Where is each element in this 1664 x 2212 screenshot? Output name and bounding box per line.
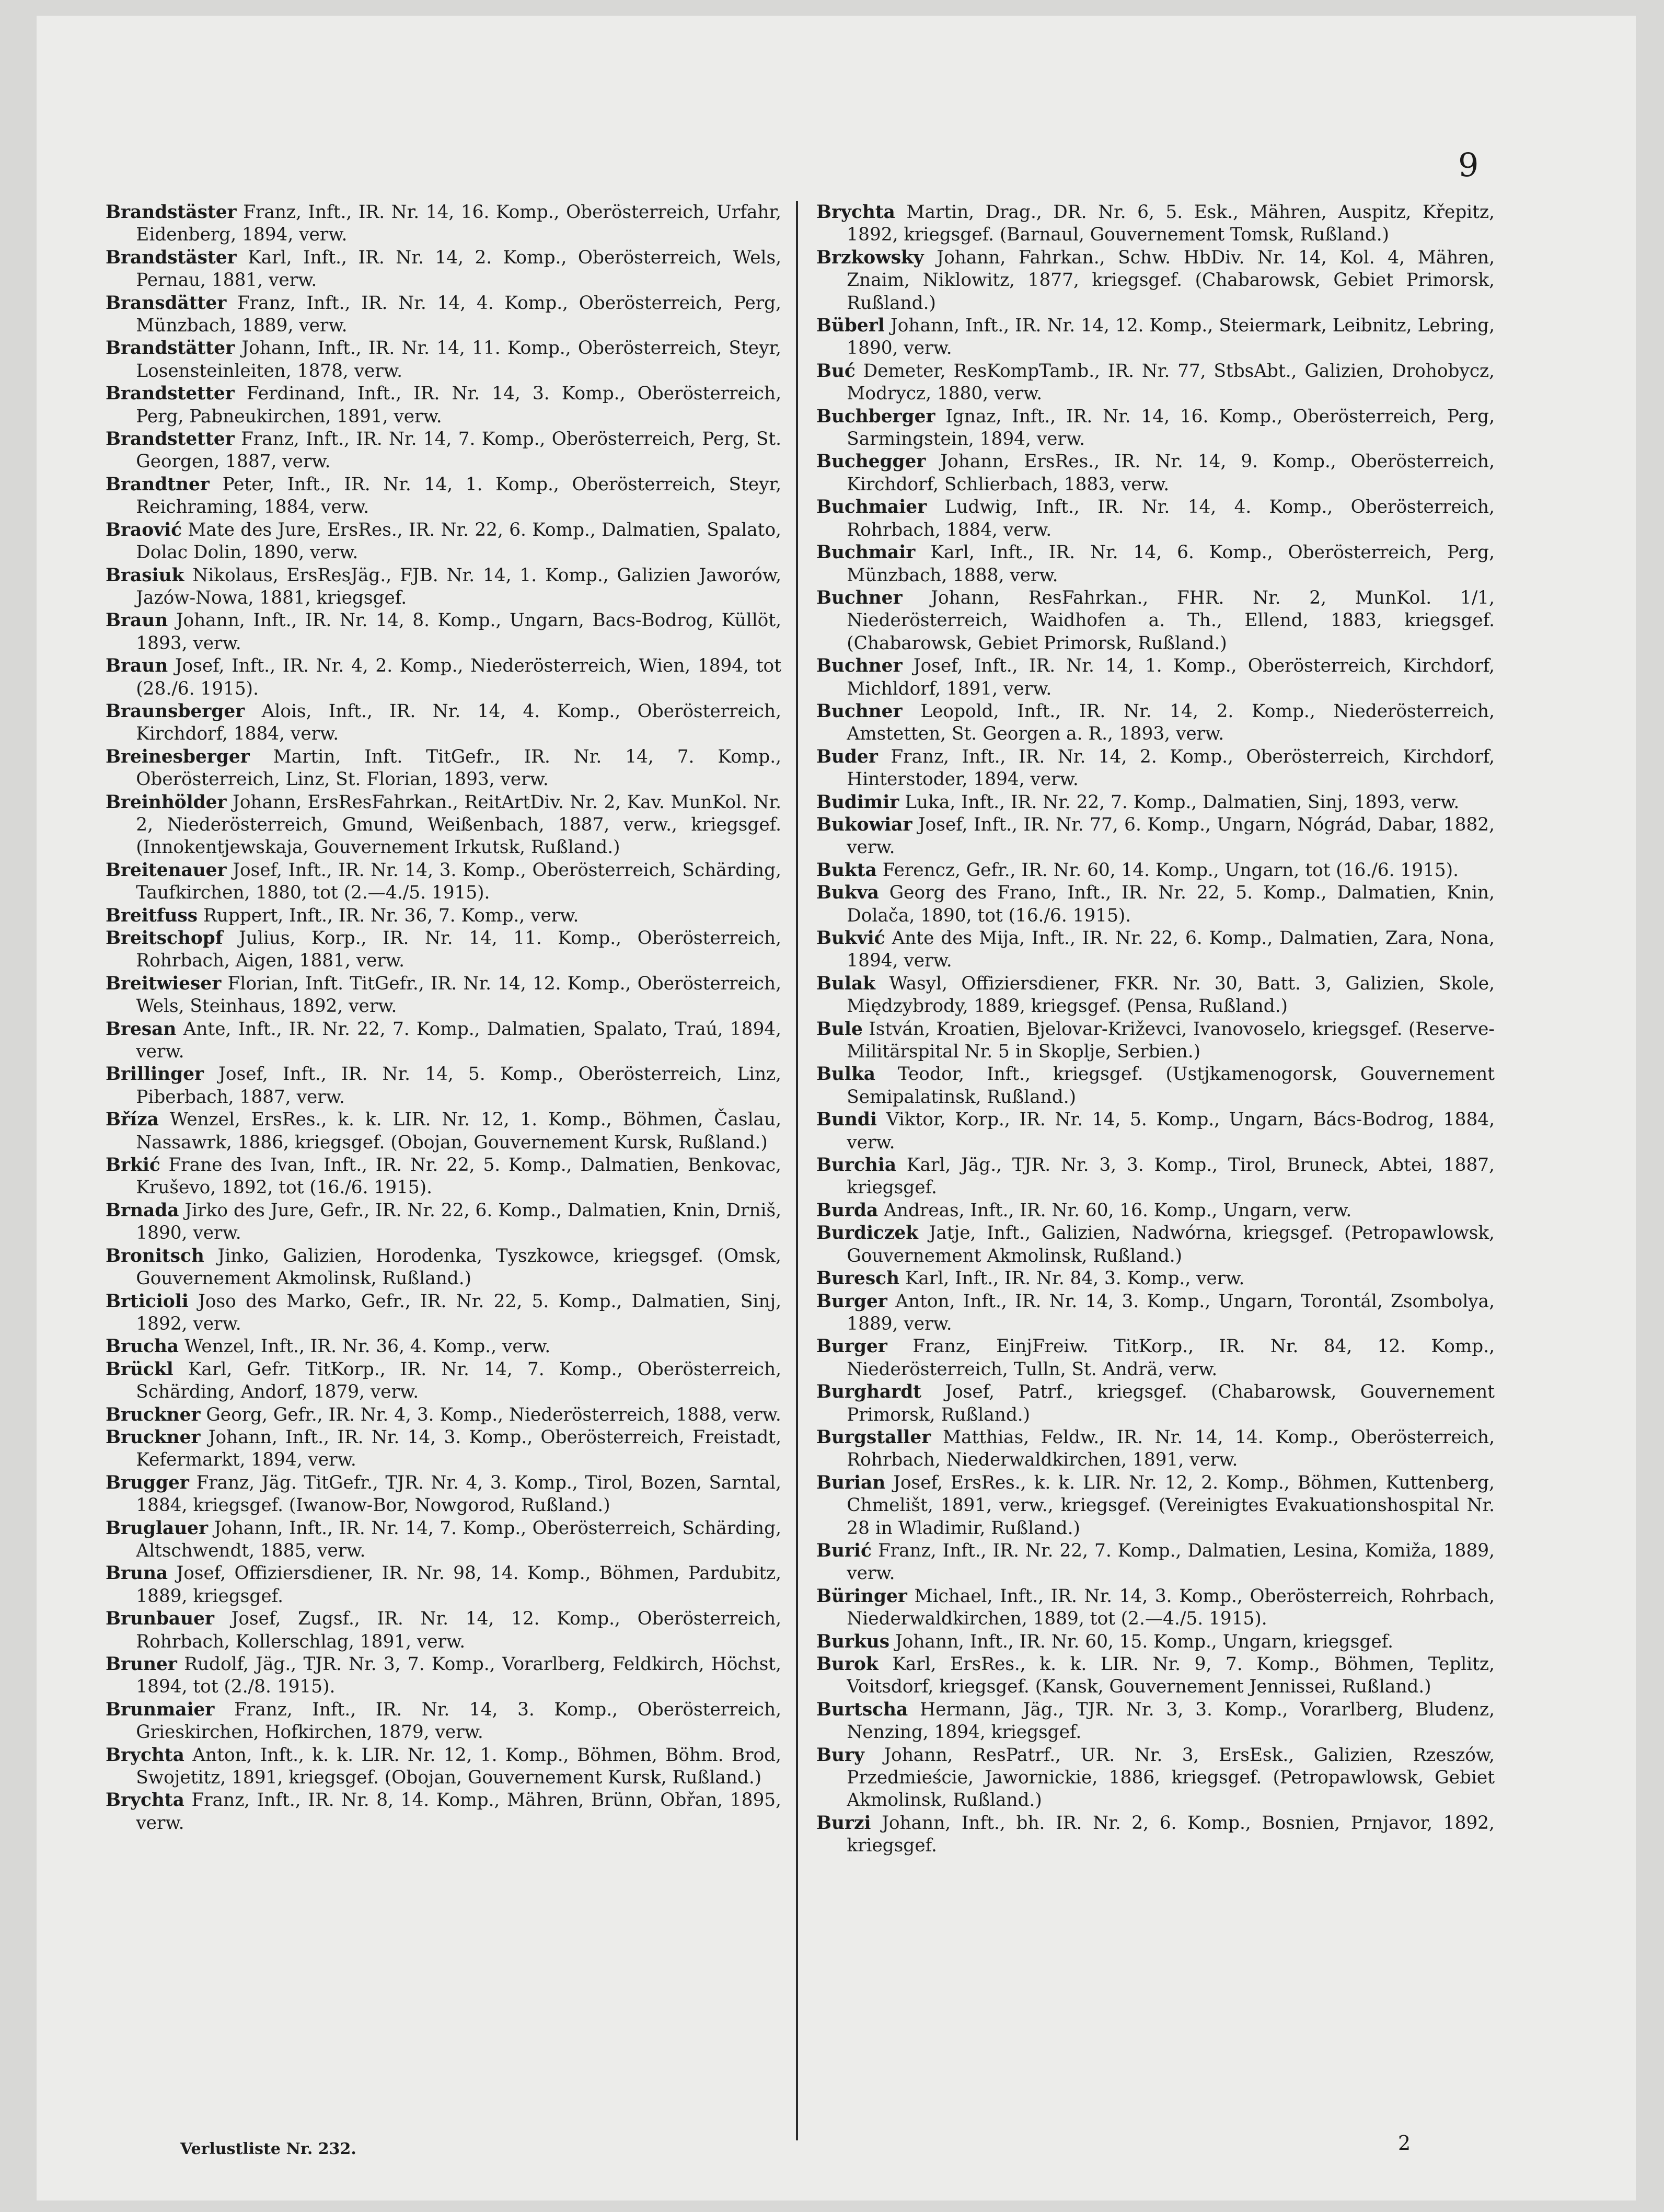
casualty-entry [816, 1268, 1495, 1290]
entry-surname: Braun [106, 610, 168, 631]
entry-details: Karl, Inft., IR. Nr. 14, 2. Komp., Oberösterreich, Wels, Pernau, 1881, verw. [136, 247, 782, 291]
entry-surname: Buchner [816, 587, 903, 608]
entry-details: Johann, Inft., bh. IR. Nr. 2, 6. Komp., Bosnien, Prnjavor, 1892, kriegsgef. [847, 1812, 1495, 1857]
entry-surname: Brandstetter [106, 429, 235, 450]
entry-surname: Brzkowsky [816, 247, 924, 268]
entry-surname: Burghardt [816, 1381, 922, 1403]
entry-details: Karl, Jäg., TJR. Nr. 3, 3. Komp., Tirol, Bruneck, Abtei, 1887, kriegsgef. [847, 1155, 1495, 1199]
entry-details: Johann, ResFahrkan., FHR. Nr. 2, MunKol. 1/1, Niederösterreich, Waidhofen a. Th., Ellend, 1883, kriegsgef. (Chabarowsk, Gebiet Primorsk, Rußland.) [847, 587, 1495, 654]
casualty-entry [816, 451, 1495, 496]
casualty-entry [816, 201, 1495, 247]
document-page [37, 16, 1636, 2201]
entry-details: Josef, ErsRes., k. k. LIR. Nr. 12, 2. Komp., Böhmen, Kuttenberg, Chmelišt, 1891, verw., kriegsgef. (Vereinigtes Evakuationshospital Nr. 28 in Wladimir, Rußland.) [847, 1472, 1495, 1539]
entry-details: Karl, Inft., IR. Nr. 84, 3. Komp., verw. [905, 1268, 1245, 1289]
entry-details: Johann, Inft., IR. Nr. 14, 12. Komp., Steiermark, Leibnitz, Lebring, 1890, verw. [847, 315, 1495, 359]
entry-details: Ferencz, Gefr., IR. Nr. 60, 14. Komp., Ungarn, tot (16./6. 1915). [882, 859, 1459, 881]
entry-surname: Brychta [816, 202, 895, 223]
entry-details: Wasyl, Offiziersdiener, FKR. Nr. 30, Batt. 3, Galizien, Skole, Międzybrody, 1889, kriegsgef. (Pensa, Rußland.) [847, 973, 1495, 1017]
casualty-entry [106, 1200, 781, 1245]
entry-details: Franz, Inft., IR. Nr. 14, 16. Komp., Oberösterreich, Urfahr, Eidenberg, 1894, verw. [136, 202, 782, 246]
entry-details: Michael, Inft., IR. Nr. 14, 3. Komp., Oberösterreich, Rohrbach, Niederwaldkirchen, 1889, tot (2.—4./5. 1915). [847, 1585, 1495, 1630]
casualty-entry [106, 609, 781, 655]
entry-details: Ante, Inft., IR. Nr. 22, 7. Komp., Dalmatien, Spalato, Traú, 1894, verw. [136, 1018, 781, 1063]
casualty-entry [106, 1063, 781, 1109]
entry-surname: Bransdätter [106, 292, 227, 314]
entry-surname: Brillinger [106, 1064, 204, 1085]
entry-details: Josef, Zugsf., IR. Nr. 14, 12. Komp., Oberösterreich, Rohrbach, Kollerschlag, 1891, verw. [136, 1608, 781, 1652]
casualty-entry [106, 700, 781, 746]
entry-details: Johann, Fahrkan., Schw. HbDiv. Nr. 14, Kol. 4, Mähren, Znaim, Niklowitz, 1877, kriegsgef. (Chabarowsk, Gebiet Primorsk, Rußland.) [847, 247, 1495, 314]
entry-details: Johann, ResPatrf., UR. Nr. 3, ErsEsk., Galizien, Rzeszów, Przedmieście, Jawornickie, 1886, kriegsgef. (Petropawlowsk, Gebiet Akmolinsk, Rußland.) [847, 1744, 1495, 1811]
entry-surname: Braović [106, 519, 182, 540]
entry-surname: Büberl [816, 315, 885, 337]
casualty-entry [816, 655, 1495, 700]
casualty-entry [106, 927, 781, 973]
entry-details: Johann, ErsResFahrkan., ReitArtDiv. Nr. 2, Kav. MunKol. Nr. 2, Niederösterreich, Gmund, Weißenbach, 1887, verw., kriegsgef. (Innokentjewskaja, Gouvernement Irkutsk, Rußland.) [136, 791, 782, 858]
casualty-entry [816, 1109, 1495, 1154]
entry-surname: Brucha [106, 1336, 179, 1357]
entry-surname: Brnada [106, 1200, 179, 1221]
casualty-entry [816, 746, 1495, 791]
entry-details: Karl, ErsRes., k. k. LIR. Nr. 9, 7. Komp., Böhmen, Teplitz, Voitsdorf, kriegsgef. (Kansk, Gouvernement Jennissei, Rußland.) [847, 1654, 1495, 1698]
casualty-entry [106, 1358, 781, 1404]
entry-surname: Buresch [816, 1268, 899, 1289]
casualty-entry [106, 655, 781, 700]
casualty-entry [106, 1608, 781, 1653]
entry-details: Nikolaus, ErsResJäg., FJB. Nr. 14, 1. Komp., Galizien Jaworów, Jazów-Nowa, 1881, kriegsgef. [136, 564, 781, 608]
casualty-entry [816, 1154, 1495, 1200]
casualty-entry [816, 1540, 1495, 1585]
casualty-entry [106, 1472, 781, 1517]
entry-details: Karl, Inft., IR. Nr. 14, 6. Komp., Oberösterreich, Perg, Münzbach, 1888, verw. [847, 542, 1495, 586]
casualty-entry [816, 247, 1495, 315]
entry-surname: Burgstaller [816, 1426, 931, 1448]
entry-surname: Brasiuk [106, 564, 184, 586]
entry-surname: Braunsberger [106, 700, 245, 722]
casualty-entry [106, 1335, 781, 1358]
entry-surname: Breitfuss [106, 905, 198, 926]
entry-surname: Burchia [816, 1155, 897, 1176]
casualty-entry [106, 247, 781, 292]
entry-details: Julius, Korp., IR. Nr. 14, 11. Komp., Oberösterreich, Rohrbach, Aigen, 1881, verw. [136, 928, 781, 972]
casualty-entry [816, 1744, 1495, 1812]
entry-surname: Bukva [816, 882, 879, 904]
casualty-entry [816, 700, 1495, 746]
entry-details: Franz, Inft., IR. Nr. 14, 3. Komp., Oberösterreich, Grieskirchen, Hofkirchen, 1879, verw. [136, 1699, 782, 1743]
casualty-entry [816, 360, 1495, 406]
entry-details: Josef, Inft., IR. Nr. 14, 1. Komp., Oberösterreich, Kirchdorf, Michldorf, 1891, verw. [847, 655, 1495, 699]
entry-details: Josef, Inft., IR. Nr. 4, 2. Komp., Niederösterreich, Wien, 1894, tot (28./6. 1915). [136, 655, 781, 699]
entry-surname: Burian [816, 1472, 886, 1493]
entry-details: Peter, Inft., IR. Nr. 14, 1. Komp., Oberösterreich, Steyr, Reichraming, 1884, verw. [136, 474, 782, 518]
entry-surname: Bříza [106, 1109, 159, 1131]
casualty-entry [106, 474, 781, 519]
entry-surname: Buchberger [816, 406, 935, 427]
entry-details: Leopold, Inft., IR. Nr. 14, 2. Komp., Niederösterreich, Amstetten, St. Georgen a. R., 1893, verw. [847, 700, 1495, 745]
casualty-entry [106, 1426, 781, 1472]
entry-details: Rudolf, Jäg., TJR. Nr. 3, 7. Komp., Vorarlberg, Feldkirch, Höchst, 1894, tot (2./8. 1915). [136, 1654, 781, 1698]
casualty-entry [816, 859, 1495, 882]
entry-details: Wenzel, Inft., IR. Nr. 36, 4. Komp., verw. [184, 1336, 551, 1357]
entry-details: Johann, ErsRes., IR. Nr. 14, 9. Komp., Oberösterreich, Kirchdorf, Schlierbach, 1883, verw. [847, 451, 1495, 495]
entry-details: Karl, Gefr. TitKorp., IR. Nr. 14, 7. Komp., Oberösterreich, Schärding, Andorf, 1879, verw. [136, 1358, 782, 1403]
entry-surname: Bundi [816, 1109, 877, 1131]
entry-surname: Bruner [106, 1654, 177, 1675]
right-column [816, 201, 1495, 1858]
entry-details: Johann, Inft., IR. Nr. 14, 7. Komp., Oberösterreich, Schärding, Altschwendt, 1885, verw. [136, 1517, 781, 1561]
entry-details: Joso des Marko, Gefr., IR. Nr. 22, 5. Komp., Dalmatien, Sinj, 1892, verw. [136, 1291, 781, 1334]
entry-surname: Bulak [816, 973, 875, 994]
entry-surname: Breinhölder [106, 791, 227, 813]
entry-surname: Burok [816, 1654, 879, 1675]
entry-details: Hermann, Jäg., TJR. Nr. 3, 3. Komp., Vorarlberg, Bludenz, Nenzing, 1894, kriegsgef. [847, 1699, 1495, 1743]
entry-details: Martin, Drag., DR. Nr. 6, 5. Esk., Mähren, Auspitz, Křepitz, 1892, kriegsgef. (Barnaul, Gouvernement Tomsk, Rußland.) [847, 202, 1495, 246]
entry-surname: Bruckner [106, 1426, 201, 1448]
entry-surname: Burger [816, 1336, 887, 1357]
casualty-entry [816, 1699, 1495, 1744]
entry-surname: Brychta [106, 1744, 184, 1766]
footer-sheet-number: 2 [1398, 2132, 1411, 2155]
entry-surname: Braun [106, 655, 168, 677]
casualty-entry [816, 1200, 1495, 1222]
casualty-entry [816, 1812, 1495, 1858]
entry-surname: Büringer [816, 1585, 907, 1607]
casualty-entry [106, 1562, 781, 1608]
entry-surname: Breitwieser [106, 973, 222, 994]
casualty-entry [106, 383, 781, 428]
casualty-entry [816, 1426, 1495, 1472]
entry-details: Luka, Inft., IR. Nr. 22, 7. Komp., Dalmatien, Sinj, 1893, verw. [905, 791, 1460, 813]
entry-details: Georg des Frano, Inft., IR. Nr. 22, 5. Komp., Dalmatien, Knin, Dolača, 1890, tot (16./6. 1915). [847, 882, 1495, 926]
entry-surname: Brandstetter [106, 383, 235, 405]
entry-details: István, Kroatien, Bjelovar-Križevci, Ivanovoselo, kriegsgef. (Reserve-Militärspital Nr. 5 in Skoplje, Serbien.) [847, 1018, 1495, 1063]
casualty-entry [816, 1222, 1495, 1268]
entry-details: Franz, EinjFreiw. TitKorp., IR. Nr. 84, 12. Komp., Niederösterreich, Tulln, St. Andrä, verw. [847, 1336, 1495, 1380]
entry-surname: Bronitsch [106, 1245, 204, 1266]
entry-details: Josef, Inft., IR. Nr. 77, 6. Komp., Ungarn, Nógrád, Dabar, 1882, verw. [847, 814, 1495, 858]
casualty-entry [816, 882, 1495, 927]
entry-surname: Brandstäster [106, 247, 237, 268]
entry-surname: Burger [816, 1291, 887, 1312]
casualty-entry [106, 519, 781, 564]
entry-details: Johann, Inft., IR. Nr. 14, 8. Komp., Ungarn, Bacs-Bodrog, Küllöt, 1893, verw. [136, 610, 781, 654]
casualty-entry [816, 1381, 1495, 1426]
casualty-entry [106, 564, 781, 610]
casualty-entry [106, 1744, 781, 1790]
casualty-entry [816, 1335, 1495, 1381]
casualty-entry [816, 791, 1495, 814]
entry-surname: Brunmaier [106, 1699, 215, 1720]
casualty-entry [816, 1472, 1495, 1540]
entry-surname: Bulka [816, 1064, 875, 1085]
casualty-entry [816, 1063, 1495, 1109]
entry-details: Josef, Offiziersdiener, IR. Nr. 98, 14. Komp., Böhmen, Pardubitz, 1889, kriegsgef. [136, 1563, 781, 1607]
entry-details: Georg, Gefr., IR. Nr. 4, 3. Komp., Niederösterreich, 1888, verw. [206, 1404, 781, 1425]
entry-surname: Brticioli [106, 1291, 189, 1312]
entry-surname: Bukta [816, 859, 877, 881]
entry-surname: Breitenauer [106, 859, 227, 881]
casualty-entry [106, 905, 781, 927]
entry-details: Jinko, Galizien, Horodenka, Tyszkowce, kriegsgef. (Omsk, Gouvernement Akmolinsk, Rußland.) [136, 1245, 781, 1289]
casualty-entry [106, 1404, 781, 1426]
entry-surname: Brunbauer [106, 1608, 214, 1630]
casualty-entry [106, 1291, 781, 1336]
casualty-entry [106, 1789, 781, 1835]
entry-surname: Brkić [106, 1155, 160, 1176]
column-divider [796, 201, 798, 2140]
entry-surname: Buć [816, 360, 856, 382]
casualty-entry [816, 542, 1495, 587]
entry-surname: Bruna [106, 1563, 168, 1584]
casualty-entry [816, 973, 1495, 1018]
entry-details: Josef, Patrf., kriegsgef. (Chabarowsk, Gouvernement Primorsk, Rußland.) [847, 1381, 1495, 1425]
entry-details: Florian, Inft. TitGefr., IR. Nr. 14, 12. Komp., Oberösterreich, Wels, Steinhaus, 1892, verw. [136, 973, 781, 1017]
casualty-entry [106, 746, 781, 791]
casualty-entry [106, 428, 781, 474]
entry-details: Josef, Inft., IR. Nr. 14, 3. Komp., Oberösterreich, Schärding, Taufkirchen, 1880, tot (2.—4./5. 1915). [136, 859, 781, 904]
casualty-entry [106, 973, 781, 1018]
casualty-entry [106, 1517, 781, 1563]
entry-details: Wenzel, ErsRes., k. k. LIR. Nr. 12, 1. Komp., Böhmen, Časlau, Nassawrk, 1886, kriegsgef. (Obojan, Gouvernement Kursk, Rußland.) [136, 1109, 781, 1153]
entry-details: Anton, Inft., IR. Nr. 14, 3. Komp., Ungarn, Torontál, Zsombolya, 1889, verw. [847, 1291, 1495, 1334]
footer-source: Verlustliste Nr. 232. [180, 2140, 356, 2158]
entry-surname: Brugger [106, 1472, 189, 1493]
entry-details: Johann, Inft., IR. Nr. 60, 15. Komp., Ungarn, kriegsgef. [895, 1631, 1393, 1652]
entry-details: Anton, Inft., k. k. LIR. Nr. 12, 1. Komp., Böhmen, Böhm. Brod, Swojetitz, 1891, kriegsgef. (Obojan, Gouvernement Kursk, Rußland.) [136, 1744, 781, 1789]
casualty-entry [816, 406, 1495, 451]
entry-surname: Buchner [816, 700, 903, 722]
entry-details: Teodor, Inft., kriegsgef. (Ustjkamenogorsk, Gouvernement Semipalatinsk, Rußland.) [847, 1064, 1495, 1108]
casualty-entry [816, 1291, 1495, 1336]
entry-surname: Buchner [816, 655, 903, 677]
casualty-entry [106, 859, 781, 905]
entry-details: Ruppert, Inft., IR. Nr. 36, 7. Komp., verw. [203, 905, 579, 926]
entry-surname: Burda [816, 1200, 879, 1221]
entry-details: Johann, Inft., IR. Nr. 14, 3. Komp., Oberösterreich, Freistadt, Kefermarkt, 1894, verw. [136, 1426, 781, 1471]
casualty-entry [106, 337, 781, 383]
entry-surname: Brandtner [106, 474, 210, 495]
entry-details: Demeter, ResKompTamb., IR. Nr. 77, StbsAbt., Galizien, Drohobycz, Modrycz, 1880, verw. [847, 360, 1495, 405]
entry-details: Martin, Inft. TitGefr., IR. Nr. 14, 7. Komp., Oberösterreich, Linz, St. Florian, 1893, verw. [136, 746, 782, 790]
entry-details: Josef, Inft., IR. Nr. 14, 5. Komp., Oberösterreich, Linz, Piberbach, 1887, verw. [136, 1064, 781, 1108]
entry-details: Andreas, Inft., IR. Nr. 60, 16. Komp., Ungarn, verw. [884, 1200, 1352, 1221]
entry-surname: Bruglauer [106, 1517, 209, 1539]
entry-surname: Bury [816, 1744, 864, 1766]
casualty-entry [816, 1631, 1495, 1653]
entry-details: Alois, Inft., IR. Nr. 14, 4. Komp., Oberösterreich, Kirchdorf, 1884, verw. [136, 700, 781, 745]
casualty-entry [106, 201, 781, 247]
entry-surname: Bule [816, 1018, 863, 1040]
entry-details: Ludwig, Inft., IR. Nr. 14, 4. Komp., Oberösterreich, Rohrbach, 1884, verw. [847, 497, 1495, 540]
casualty-entry [106, 791, 781, 859]
entry-surname: Breinesberger [106, 746, 250, 767]
entry-details: Franz, Inft., IR. Nr. 14, 4. Komp., Oberösterreich, Perg, Münzbach, 1889, verw. [136, 292, 781, 337]
entry-surname: Burzi [816, 1812, 871, 1834]
entry-surname: Buchegger [816, 451, 926, 473]
casualty-entry [106, 1154, 781, 1200]
casualty-entry [816, 1018, 1495, 1064]
entry-details: Frane des Ivan, Inft., IR. Nr. 22, 5. Komp., Dalmatien, Benkovac, Kruševo, 1892, tot (16./6. 1915). [136, 1155, 781, 1199]
page-number: 9 [1458, 146, 1479, 184]
entry-surname: Bresan [106, 1018, 177, 1040]
entry-surname: Brandstäster [106, 202, 237, 223]
entry-surname: Burtscha [816, 1699, 908, 1720]
entry-surname: Budimir [816, 791, 899, 813]
entry-details: Franz, Inft., IR. Nr. 14, 2. Komp., Oberösterreich, Kirchdorf, Hinterstoder, 1894, verw. [847, 746, 1495, 790]
entry-surname: Bruckner [106, 1404, 201, 1425]
entry-details: Jirko des Jure, Gefr., IR. Nr. 22, 6. Komp., Dalmatien, Knin, Drniš, 1890, verw. [136, 1200, 781, 1244]
entry-surname: Breitschopf [106, 928, 223, 949]
casualty-entry [106, 1699, 781, 1744]
entry-surname: Burdiczek [816, 1223, 918, 1244]
casualty-entry [816, 814, 1495, 859]
entry-surname: Brückl [106, 1358, 174, 1380]
casualty-entry [816, 496, 1495, 542]
entry-surname: Bukowiar [816, 814, 912, 835]
entry-details: Mate des Jure, ErsRes., IR. Nr. 22, 6. Komp., Dalmatien, Spalato, Dolac Dolin, 1890, verw. [136, 519, 781, 563]
casualty-entry [816, 1653, 1495, 1699]
entry-details: Franz, Inft., IR. Nr. 14, 7. Komp., Oberösterreich, Perg, St. Georgen, 1887, verw. [136, 429, 781, 473]
entry-details: Franz, Inft., IR. Nr. 22, 7. Komp., Dalmatien, Lesina, Komiža, 1889, verw. [847, 1540, 1495, 1584]
entry-details: Viktor, Korp., IR. Nr. 14, 5. Komp., Ungarn, Bács-Bodrog, 1884, verw. [847, 1109, 1495, 1153]
casualty-entry [816, 315, 1495, 360]
entry-details: Franz, Jäg. TitGefr., TJR. Nr. 4, 3. Komp., Tirol, Bozen, Sarntal, 1884, kriegsgef. (Iwanow-Bor, Nowgorod, Rußland.) [136, 1472, 781, 1516]
casualty-entry [106, 292, 781, 338]
casualty-entry [106, 1245, 781, 1291]
entry-details: Ignaz, Inft., IR. Nr. 14, 16. Komp., Oberösterreich, Perg, Sarmingstein, 1894, verw. [847, 406, 1495, 450]
entry-surname: Buchmaier [816, 497, 927, 518]
entry-details: Ferdinand, Inft., IR. Nr. 14, 3. Komp., Oberösterreich, Perg, Pabneukirchen, 1891, verw. [136, 383, 781, 427]
entry-surname: Burić [816, 1540, 872, 1561]
entry-surname: Buchmair [816, 542, 916, 563]
entry-surname: Bukvić [816, 928, 885, 949]
entry-details: Franz, Inft., IR. Nr. 8, 14. Komp., Mähren, Brünn, Obřan, 1895, verw. [136, 1790, 781, 1834]
casualty-entry [816, 927, 1495, 973]
casualty-entry [106, 1653, 781, 1699]
entry-details: Matthias, Feldw., IR. Nr. 14, 14. Komp., Oberösterreich, Rohrbach, Niederwaldkirchen, 1891, verw. [847, 1426, 1495, 1471]
left-column [106, 201, 781, 1835]
entry-details: Ante des Mija, Inft., IR. Nr. 22, 6. Komp., Dalmatien, Zara, Nona, 1894, verw. [847, 928, 1495, 972]
casualty-entry [106, 1018, 781, 1064]
entry-surname: Brandstätter [106, 338, 235, 359]
casualty-entry [106, 1109, 781, 1154]
entry-surname: Burkus [816, 1631, 890, 1652]
casualty-entry [816, 587, 1495, 655]
entry-details: Johann, Inft., IR. Nr. 14, 11. Komp., Oberösterreich, Steyr, Losensteinleiten, 1878, verw. [136, 338, 782, 382]
entry-surname: Buder [816, 746, 878, 767]
casualty-entry [816, 1585, 1495, 1631]
entry-details: Jatje, Inft., Galizien, Nadwórna, kriegsgef. (Petropawlowsk, Gouvernement Akmolinsk, Rußland.) [847, 1223, 1495, 1266]
entry-surname: Brychta [106, 1790, 184, 1811]
